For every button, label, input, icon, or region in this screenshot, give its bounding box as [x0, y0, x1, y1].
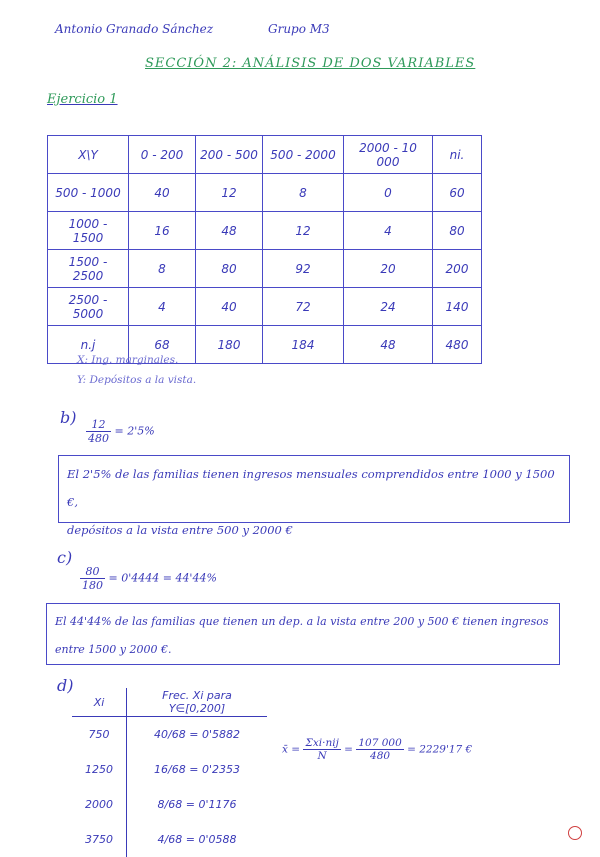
- part-c-label: c): [57, 548, 73, 567]
- fraction-denominator: 480: [88, 432, 109, 445]
- table-corner: X\Y: [48, 136, 129, 174]
- table-cell: 1250: [72, 752, 127, 787]
- exercise-heading: Ejercicio 1: [47, 92, 118, 107]
- student-name: Antonio Granado Sánchez: [55, 22, 214, 36]
- table-cell: 48: [344, 326, 433, 364]
- fraction-denominator: 180: [82, 579, 103, 592]
- table-cell: 3750: [72, 822, 127, 857]
- table-row: [48, 288, 482, 326]
- group-label: Grupo M3: [268, 22, 330, 36]
- table-cell: 2000: [72, 787, 127, 822]
- part-d-label: d): [57, 676, 74, 695]
- table-cell: 4: [129, 288, 196, 326]
- column-header: 2000 - 10 000: [344, 136, 433, 174]
- table-cell: 0: [344, 174, 433, 212]
- fraction-numerator: 80: [80, 565, 105, 579]
- part-c-formula: [80, 565, 217, 592]
- column-header: Frec. Xi para Y∈[0,200]: [127, 688, 268, 717]
- page-mark-icon: [568, 826, 582, 840]
- row-label: 500 - 1000: [48, 174, 129, 212]
- answer-line: entre 1500 y 2000 €.: [55, 643, 172, 656]
- table-row: [48, 212, 482, 250]
- table-header-row: [72, 688, 267, 717]
- table-row: [72, 752, 267, 787]
- table-cell: 92: [263, 250, 344, 288]
- table-cell: 48: [196, 212, 263, 250]
- xi-frequency-table: [72, 688, 267, 857]
- table-row: [72, 787, 267, 822]
- column-header: Xi: [72, 688, 127, 717]
- table-cell: 40/68 = 0'5882: [154, 728, 240, 741]
- fraction-numerator: 12: [86, 418, 111, 432]
- row-label: 1000 - 1500: [48, 212, 129, 250]
- part-b-label: b): [60, 408, 77, 427]
- row-label: 1500 - 2500: [48, 250, 129, 288]
- fraction-denominator: 480: [370, 750, 391, 762]
- answer-line: depósitos a la vista entre 500 y 2000 €: [67, 523, 293, 537]
- table-cell: 60: [433, 174, 482, 212]
- table-cell: 750: [72, 717, 127, 753]
- mean-result: = 2229'17 €: [407, 743, 473, 756]
- fraction-denominator: N: [317, 750, 327, 762]
- table-cell: 24: [344, 288, 433, 326]
- table-row: [48, 174, 482, 212]
- table-cell: 180: [196, 326, 263, 364]
- table-cell: 12: [263, 212, 344, 250]
- table-cell: 8: [263, 174, 344, 212]
- column-header: 200 - 500: [196, 136, 263, 174]
- table-cell: 4: [344, 212, 433, 250]
- column-header: 0 - 200: [129, 136, 196, 174]
- table-cell: 40: [129, 174, 196, 212]
- table-cell: 4/68 = 0'0588: [157, 833, 237, 846]
- part-c-answer-box: [46, 603, 560, 665]
- column-header: ni.: [433, 136, 482, 174]
- table-cell: 200: [433, 250, 482, 288]
- table-cell: 8/68 = 0'1176: [157, 798, 237, 811]
- table-cell: 80: [433, 212, 482, 250]
- part-b-answer-box: [58, 455, 570, 537]
- table-cell: 184: [263, 326, 344, 364]
- mean-equals: =: [344, 743, 353, 756]
- table-cell: 12: [196, 174, 263, 212]
- table-cell: 8: [129, 250, 196, 288]
- row-label: 2500 - 5000: [48, 288, 129, 326]
- part-b-formula: [86, 418, 155, 445]
- table-row: [72, 822, 267, 857]
- table-cell: 16: [129, 212, 196, 250]
- part-b-result: = 2'5%: [114, 424, 155, 438]
- table-cell: 80: [196, 250, 263, 288]
- table-cell: 20: [344, 250, 433, 288]
- answer-line: El 2'5% de las familias tienen ingresos mensuales comprendidos entre 1000 y 1500 €,: [67, 467, 555, 509]
- page-title: SECCIÓN 2: ANÁLISIS DE DOS VARIABLES: [145, 56, 476, 71]
- answer-line: El 44'44% de las familias que tienen un dep. a la vista entre 200 y 500 € tienen ingresos: [55, 615, 549, 628]
- table-cell: 16/68 = 0'2353: [154, 763, 240, 776]
- fraction-numerator: Σxi·nij: [305, 737, 339, 749]
- table-row: [48, 250, 482, 288]
- table-header-row: [48, 136, 482, 174]
- table-row: [72, 717, 267, 753]
- table-cell: 68: [129, 326, 196, 364]
- part-c-result: = 0'4444 = 44'44%: [108, 571, 217, 585]
- fraction-numerator: 107 000: [358, 737, 402, 749]
- row-label: n.j: [48, 326, 129, 364]
- legend-y: Y: Depósitos a la vista.: [77, 374, 197, 386]
- mean-formula: [282, 737, 472, 762]
- column-header: 500 - 2000: [263, 136, 344, 174]
- mean-lhs: x̄ =: [282, 743, 301, 756]
- table-cell: 72: [263, 288, 344, 326]
- table-cell: 140: [433, 288, 482, 326]
- table-cell: 480: [433, 326, 482, 364]
- contingency-table: [47, 135, 482, 364]
- table-cell: 40: [196, 288, 263, 326]
- legend-x: X: Ing. marginales.: [77, 354, 179, 366]
